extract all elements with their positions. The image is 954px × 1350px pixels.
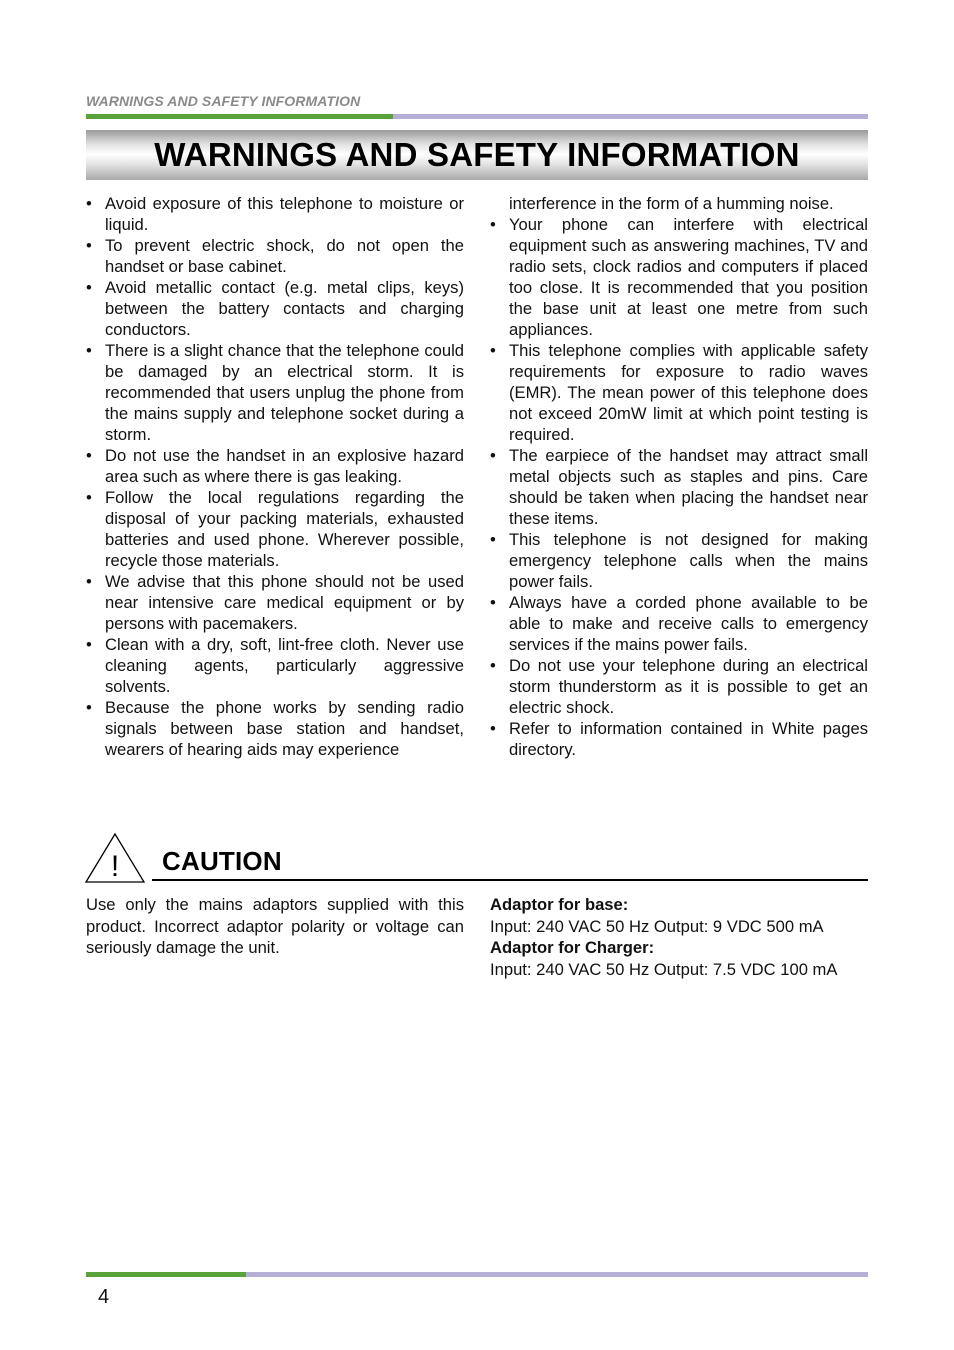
bullet-dot: • (490, 446, 496, 465)
left-bullet-list (86, 193, 464, 760)
bullet-item (86, 634, 464, 697)
bullet-dot: • (86, 572, 92, 591)
bullet-item (490, 340, 868, 445)
bullet-text: Follow the local regulations regarding the disposal of your packing materials, exhausted batteries and used phone. Wherever possible, recycle those materials. (105, 488, 464, 570)
bullet-dot: • (86, 341, 92, 360)
bullet-item (86, 235, 464, 277)
bullet-text: The earpiece of the handset may attract small metal objects such as staples and pins. Care should be taken when placing the handset near these items. (509, 446, 868, 528)
page-number: 4 (98, 1286, 110, 1308)
bullet-dot: • (490, 719, 496, 738)
footer-rule-green (86, 1272, 246, 1277)
header-rule-lavender (393, 114, 868, 119)
bullet-item (86, 571, 464, 634)
bullet-text: To prevent electric shock, do not open the handset or base cabinet. (105, 236, 464, 276)
bullet-dot: • (490, 656, 496, 675)
footer-rule-lavender (246, 1272, 868, 1277)
bullet-text: This telephone complies with applicable safety requirements for exposure to radio waves (EMR). The mean power of this telephone does not exceed 20mW limit at which point testing is required. (509, 341, 868, 444)
bullet-dot: • (490, 215, 496, 234)
bullet-item (490, 529, 868, 592)
bullet-item (86, 277, 464, 340)
bullet-text: This telephone is not designed for making emergency telephone calls when the mains power fails. (509, 530, 868, 591)
adaptor-base-label: Adaptor for base: (490, 895, 629, 914)
right-bullet-list (490, 214, 868, 760)
bullet-dot: • (490, 530, 496, 549)
bullet-item (490, 214, 868, 340)
adaptor-base-spec: Input: 240 VAC 50 Hz Output: 9 VDC 500 mA (490, 916, 824, 936)
bullet-dot: • (86, 698, 92, 717)
bullet-text: Avoid metallic contact (e.g. metal clips, keys) between the battery contacts and charging conductors. (105, 278, 464, 339)
bullet-item (490, 592, 868, 655)
bullet-item (86, 340, 464, 445)
bullet-dot: • (86, 278, 92, 297)
caution-underline (152, 879, 868, 881)
page-title: WARNINGS AND SAFETY INFORMATION (154, 136, 800, 173)
header-rule-green (86, 114, 393, 119)
adaptor-specs (490, 894, 880, 980)
bullet-dot: • (86, 488, 92, 507)
bullet-dot: • (490, 341, 496, 360)
warning-exclamation-glyph: ! (110, 850, 120, 883)
title-banner (86, 130, 868, 180)
bullet-item (86, 193, 464, 235)
bullet-item (490, 655, 868, 718)
bullet-text: Always have a corded phone available to be able to make and receive calls to emergency services if the mains power fails. (509, 593, 868, 654)
bullet-dot: • (86, 236, 92, 255)
right-column (490, 193, 868, 760)
left-column (86, 193, 464, 760)
bullet-text: Avoid exposure of this telephone to moisture or liquid. (105, 194, 464, 234)
bullet-item (86, 445, 464, 487)
adaptor-charger-spec: Input: 240 VAC 50 Hz Output: 7.5 VDC 100 mA (490, 959, 838, 979)
caution-paragraph: Use only the mains adaptors supplied with this product. Incorrect adaptor polarity or voltage can seriously damage the unit. (86, 895, 464, 957)
bullet-dot: • (86, 194, 92, 213)
bullet-item (86, 697, 464, 760)
warning-triangle-icon (84, 832, 146, 884)
running-header: WARNINGS AND SAFETY INFORMATION (86, 93, 361, 109)
bullet-text: There is a slight chance that the telephone could be damaged by an electrical storm. It is recommended that users unplug the phone from the mains supply and telephone socket during a storm. (105, 341, 464, 444)
bullet-dot: • (86, 446, 92, 465)
bullet-text: Refer to information contained in White pages directory. (509, 719, 868, 759)
header-rule (86, 114, 868, 119)
adaptor-charger-label: Adaptor for Charger: (490, 938, 655, 957)
bullet-text: Do not use the handset in an explosive hazard area such as where there is gas leaking. (105, 446, 464, 486)
bullet-item (490, 445, 868, 529)
bullet-text: Your phone can interfere with electrical equipment such as answering machines, TV and radio sets, clock radios and computers if placed too close. It is recommended that you position the base unit at least one metre from such appliances. (509, 215, 868, 339)
bullet-item (86, 487, 464, 571)
bullet-text: Because the phone works by sending radio signals between base station and handset, wearers of hearing aids may experience (105, 698, 464, 759)
caution-heading: CAUTION (162, 846, 282, 876)
bullet-dot: • (490, 593, 496, 612)
bullet-text: Do not use your telephone during an electrical storm thunderstorm as it is possible to get an electric shock. (509, 656, 868, 717)
bullet-text: Clean with a dry, soft, lint-free cloth. Never use cleaning agents, particularly aggressive solvents. (105, 635, 464, 696)
bullet-text: We advise that this phone should not be used near intensive care medical equipment or by persons with pacemakers. (105, 572, 464, 633)
continued-bullet-text: interference in the form of a humming noise. (509, 194, 834, 213)
bullet-item (490, 718, 868, 760)
bullet-dot: • (86, 635, 92, 654)
footer-rule (86, 1272, 868, 1277)
